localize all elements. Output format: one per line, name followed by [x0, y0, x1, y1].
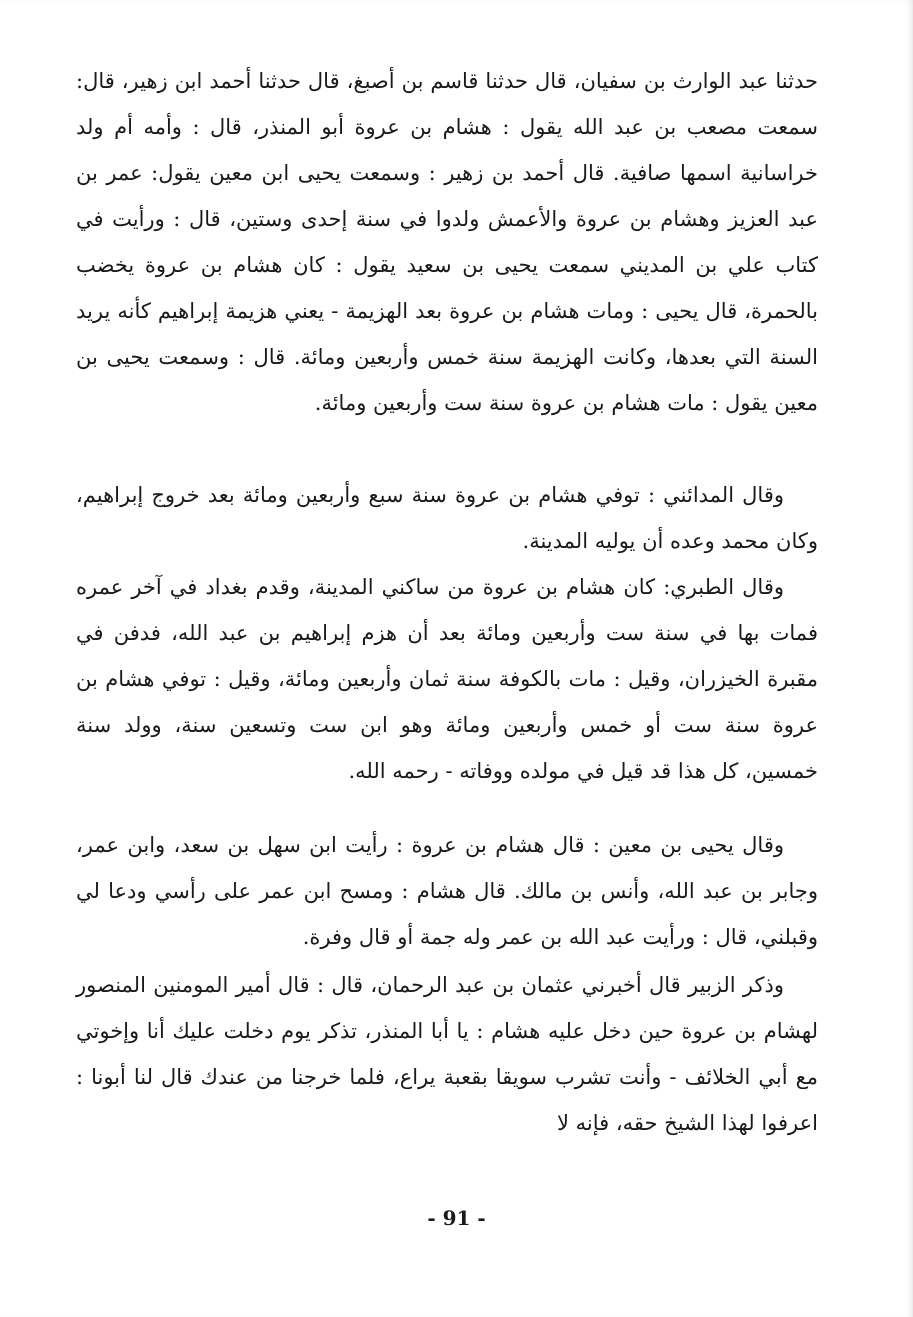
- paragraph-4: وقال يحيى بن معين : قال هشام بن عروة : رأيت ابن سهل بن سعد، وابن عمر، وجابر بن عبد الله، وأنس بن مالك. قال هشام : ومسح ابن عمر على رأسي ودعا لي وقبلني، قال : ورأيت عبد الله بن عمر وله جمة أو قال وفرة.: [76, 833, 818, 949]
- paragraph-5: وذكر الزبير قال أخبرني عثمان بن عبد الرحمان، قال : قال أمير المومنين المنصور لهشام بن عروة حين دخل عليه هشام : يا أبا المنذر، تذكر يوم دخلت عليك أنا وإخوتي مع أبي الخلائف - وأنت تشرب سويقا بقعبة يراع، فلما خرجنا من عندك قال لنا أبونا : اعرفوا لهذا الشيخ حقه، فإنه لا: [76, 973, 818, 1135]
- page-number: - 91 -: [427, 1206, 486, 1230]
- paragraph-1: حدثنا عبد الوارث بن سفيان، قال حدثنا قاسم بن أصبغ، قال حدثنا أحمد ابن زهير، قال: سمعت مصعب بن عبد الله يقول : هشام بن عروة أبو المنذر، قال : وأمه أم ولد خراسانية اسمها صافية. قال أحمد بن زهير : وسمعت يحيى ابن معين يقول: عمر بن عبد العزيز وهشام بن عروة والأعمش ولدوا في سنة إحدى وستين، قال : ورأيت في كتاب علي بن المديني سمعت يحيى بن سعيد يقول : كان هشام بن عروة يخضب بالحمرة، قال يحيى : ومات هشام بن عروة بعد الهزيمة - يعني هزيمة إبراهيم كأنه يريد السنة التي بعدها، وكانت الهزيمة سنة خمس وأربعين ومائة. قال : وسمعت يحيى بن معين يقول : مات هشام بن عروة سنة ست وأربعين ومائة.: [76, 69, 818, 415]
- paragraph-2: وقال المدائني : توفي هشام بن عروة سنة سبع وأربعين ومائة بعد خروج إبراهيم، وكان محمد وعده أن يوليه المدينة.: [76, 483, 818, 553]
- paragraph-3: وقال الطبري: كان هشام بن عروة من ساكني المدينة، وقدم بغداد في آخر عمره فمات بها في سنة ست وأربعين ومائة بعد أن هزم إبراهيم بن عبد الله، فدفن في مقبرة الخيزران، وقيل : مات بالكوفة سنة ثمان وأربعين ومائة، وقيل : توفي هشام بن عروة سنة ست أو خمس وأربعين ومائة وهو ابن ست وتسعين سنة، وولد سنة خمسين، كل هذا قد قيل في مولده ووفاته - رحمه الله.: [76, 575, 818, 783]
